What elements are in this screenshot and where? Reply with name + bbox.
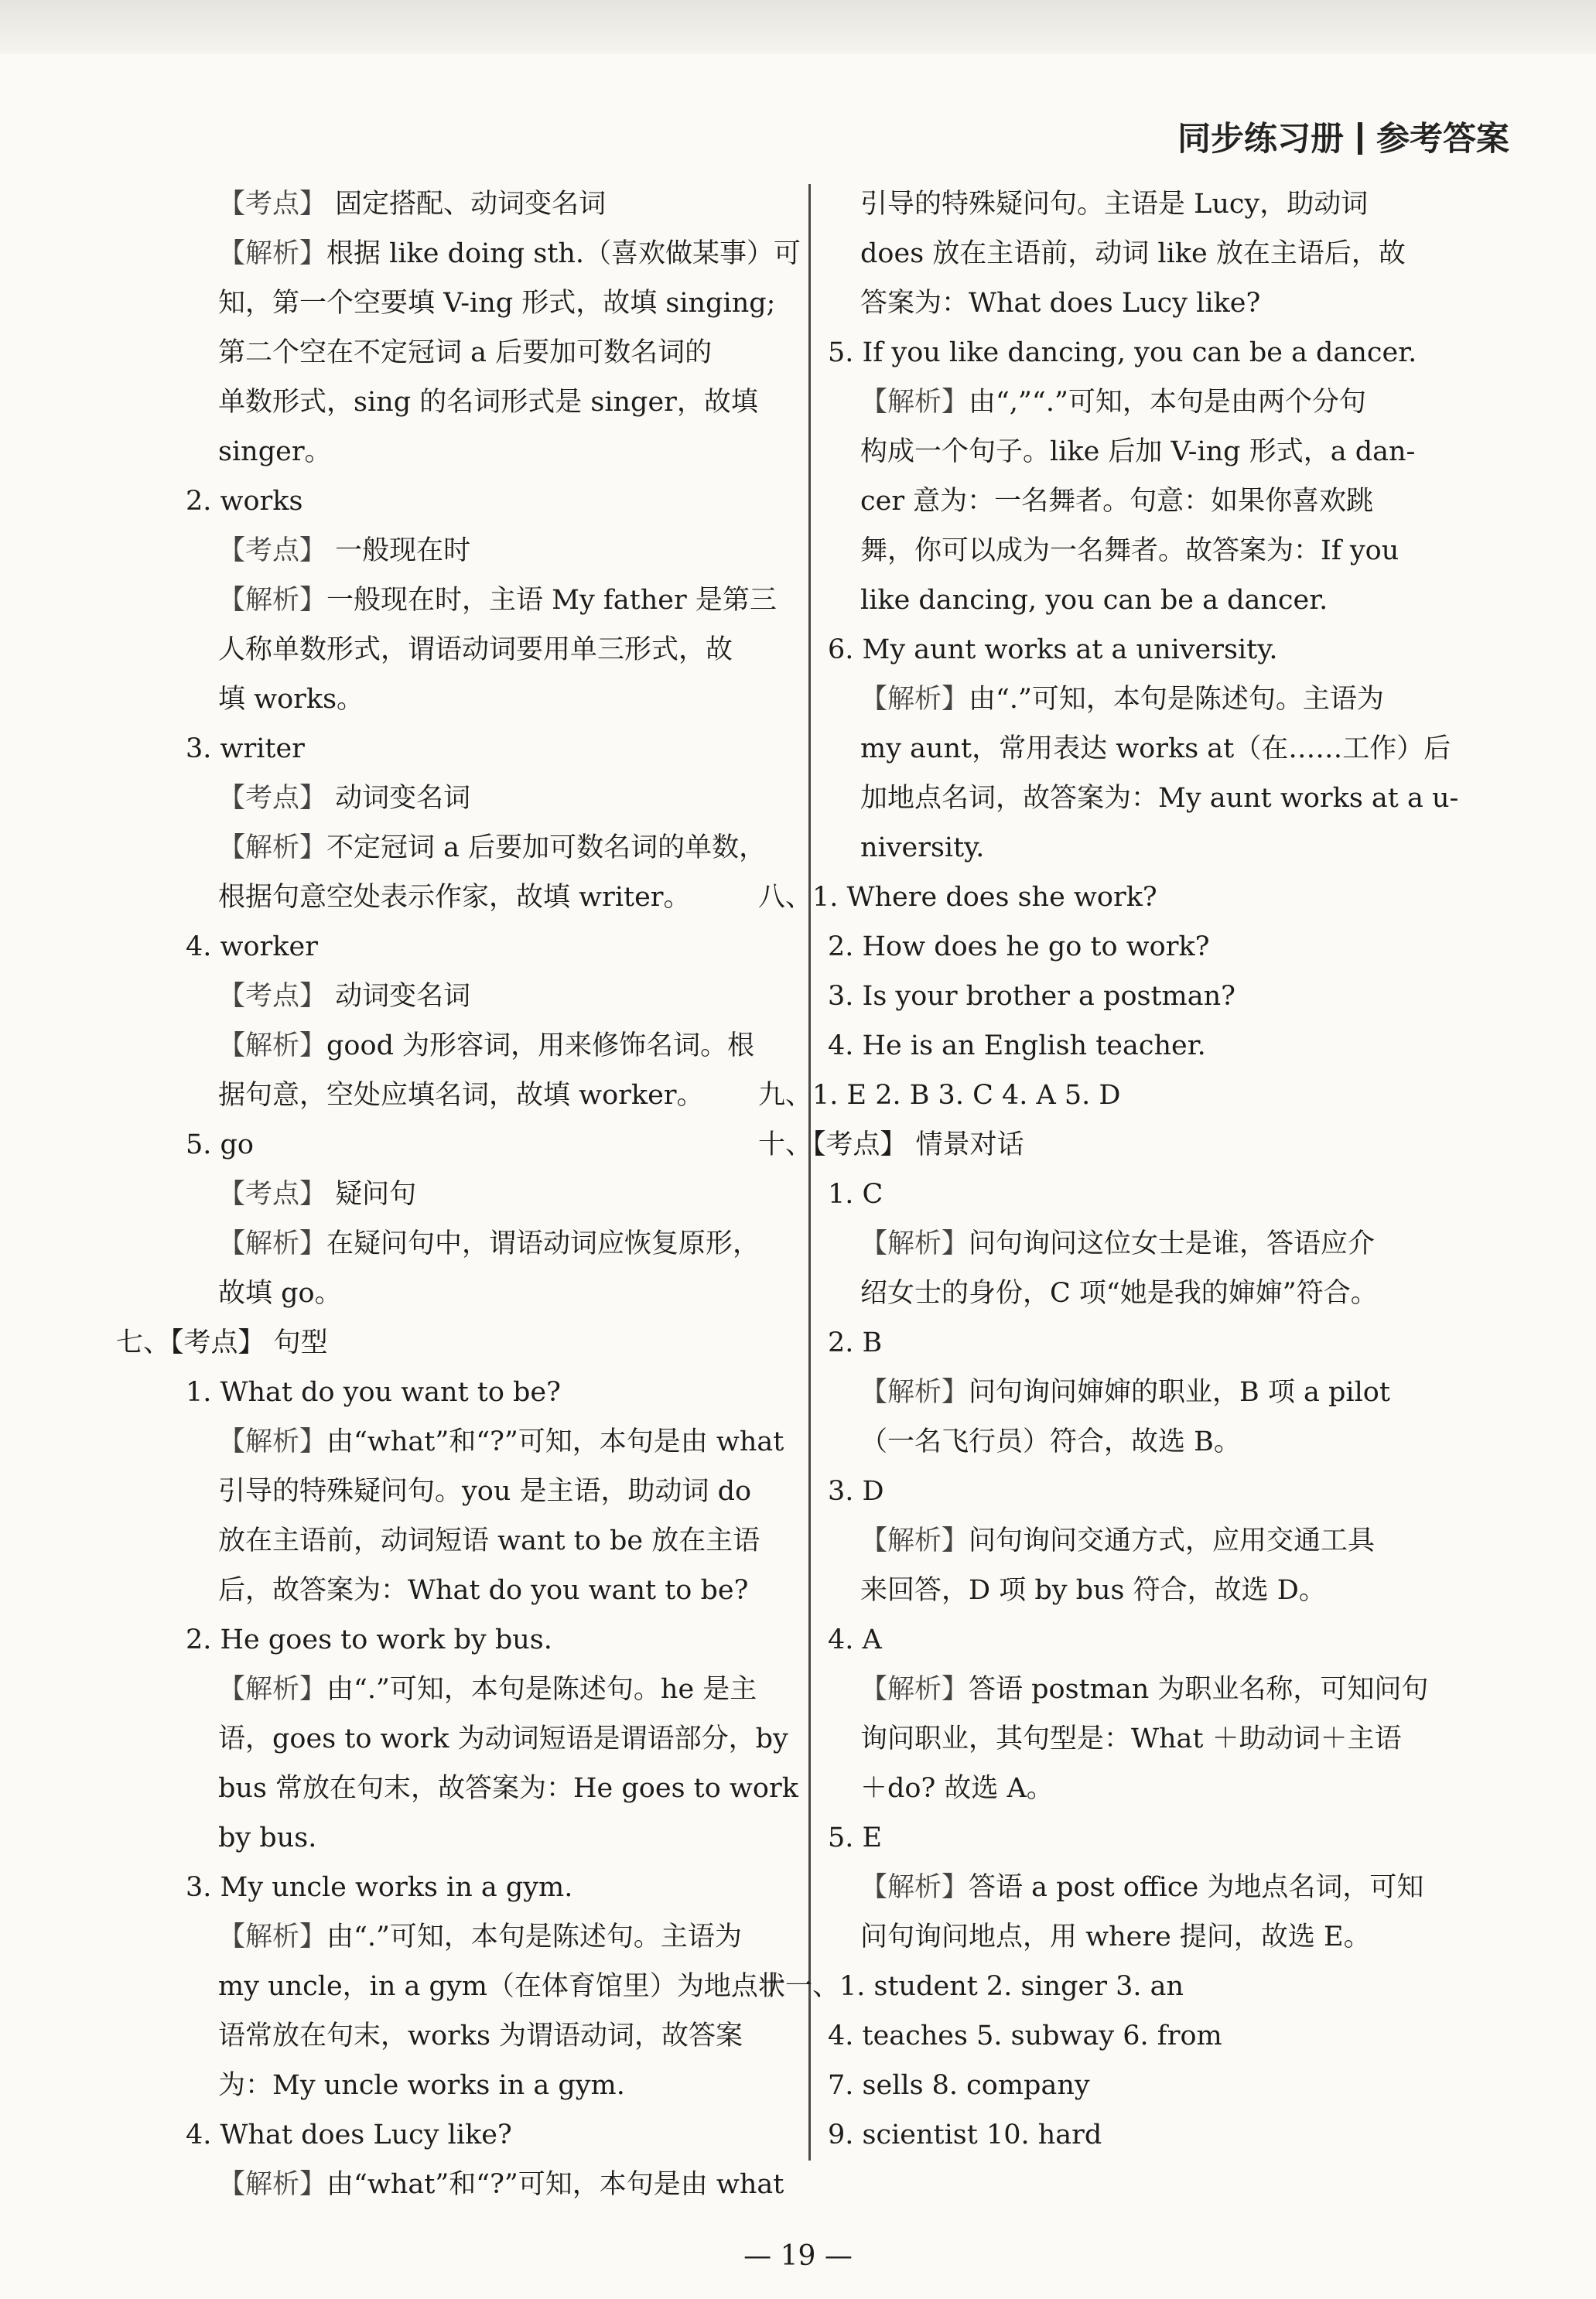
line-text: 在疑问句中，谓语动词应恢复原形， bbox=[326, 1228, 760, 1259]
text-line bbox=[186, 1516, 805, 1566]
line-text: 为：My uncle works in a gym. bbox=[218, 2070, 625, 2101]
line-text: 动词变名词 bbox=[326, 981, 471, 1012]
line-text: 九、1. E 2. B 3. C 4. A 5. D bbox=[758, 1080, 1121, 1111]
line-text: 由“,”“.”可知，本句是由两个分句 bbox=[969, 387, 1366, 418]
line-text: 9. scientist 10. hard bbox=[828, 2120, 1102, 2150]
line-text: 4. What does Lucy like? bbox=[186, 2120, 512, 2150]
text-line bbox=[186, 1021, 805, 1071]
answer-tag: 【考点】 bbox=[218, 535, 327, 566]
line-text: 加地点名词，故答案为：My aunt works at a u- bbox=[860, 783, 1459, 814]
page-number: — 19 — bbox=[743, 2240, 853, 2272]
line-text: good 为形容词，用来修饰名词。根 bbox=[326, 1030, 755, 1061]
text-line bbox=[116, 1318, 805, 1368]
text-line bbox=[828, 1467, 1509, 1516]
line-text: 由“.”可知，本句是陈述句。he 是主 bbox=[326, 1674, 757, 1705]
text-line bbox=[828, 1615, 1509, 1665]
answer-tag: 【解析】 bbox=[860, 1377, 969, 1408]
text-line bbox=[186, 1962, 805, 2011]
line-text: 十一、1. student 2. singer 3. an bbox=[758, 1971, 1184, 2002]
answer-tag: 【考点】 bbox=[218, 189, 327, 220]
line-text: 2. He goes to work by bus. bbox=[186, 1624, 552, 1655]
line-text: 十、【考点】 情景对话 bbox=[758, 1129, 1024, 1160]
answer-tag: 【解析】 bbox=[860, 1872, 969, 1903]
line-text: 1. C bbox=[828, 1179, 883, 1210]
line-text: 2. works bbox=[186, 486, 303, 517]
text-line bbox=[186, 278, 805, 328]
text-line bbox=[828, 724, 1509, 774]
line-text: 由“.”可知，本句是陈述句。主语为 bbox=[326, 1922, 742, 1952]
line-text: niversity. bbox=[860, 832, 985, 863]
text-line bbox=[828, 1219, 1509, 1269]
text-line bbox=[828, 1863, 1509, 1912]
text-line bbox=[186, 1566, 805, 1615]
line-text: 问句询问婶婶的职业，B 项 a pilot bbox=[969, 1377, 1390, 1408]
line-text: 问句询问地点，用 where 提问，故选 E。 bbox=[860, 1922, 1371, 1952]
line-text: 由“what”和“?”可知，本句是由 what bbox=[326, 2169, 784, 2200]
text-line bbox=[828, 1318, 1509, 1368]
line-text: 语常放在句末，works 为谓语动词，故答案 bbox=[218, 2021, 743, 2051]
text-line bbox=[186, 2011, 805, 2061]
line-text: 舞，你可以成为一名舞者。故答案为：If you bbox=[860, 535, 1399, 566]
line-text: 后，故答案为：What do you want to be? bbox=[218, 1575, 749, 1606]
line-text: 引导的特殊疑问句。主语是 Lucy，助动词 bbox=[860, 189, 1369, 220]
line-text: 七、【考点】 句型 bbox=[116, 1327, 328, 1358]
text-line bbox=[828, 972, 1509, 1021]
text-line bbox=[186, 1615, 805, 1665]
line-text: 问句询问交通方式，应用交通工具 bbox=[969, 1525, 1376, 1556]
text-line bbox=[828, 576, 1509, 625]
answer-tag: 【解析】 bbox=[218, 2169, 327, 2200]
line-text: 答语 postman 为职业名称，可知问句 bbox=[969, 1674, 1429, 1705]
line-text: like dancing, you can be a dancer. bbox=[860, 585, 1328, 616]
text-line bbox=[186, 922, 805, 972]
answer-tag: 【解析】 bbox=[218, 1674, 327, 1705]
text-line bbox=[186, 873, 805, 922]
line-text: 答案为：What does Lucy like? bbox=[860, 288, 1261, 319]
line-text: 由“what”和“?”可知，本句是由 what bbox=[326, 1426, 784, 1457]
text-line bbox=[186, 1170, 805, 1219]
text-line bbox=[828, 2110, 1509, 2160]
answer-tag: 【考点】 bbox=[218, 981, 327, 1012]
line-text: 4. He is an English teacher. bbox=[828, 1030, 1206, 1061]
line-text: bus 常放在句末，故答案为：He goes to work bbox=[218, 1773, 798, 1804]
line-text: 由“.”可知，本句是陈述句。主语为 bbox=[969, 684, 1384, 715]
answer-tag: 【解析】 bbox=[860, 1228, 969, 1259]
text-line bbox=[828, 377, 1509, 427]
line-text: 绍女士的身份，C 项“她是我的婶婶”符合。 bbox=[860, 1278, 1378, 1309]
line-text: 4. A bbox=[828, 1624, 882, 1655]
answer-tag: 【解析】 bbox=[218, 585, 327, 616]
text-line bbox=[186, 576, 805, 625]
line-text: 放在主语前，动词短语 want to be 放在主语 bbox=[218, 1525, 760, 1556]
line-text: 单数形式，sing 的名词形式是 singer，故填 bbox=[218, 387, 758, 418]
line-text: 疑问句 bbox=[326, 1179, 417, 1210]
left-column bbox=[116, 179, 805, 2209]
text-line bbox=[828, 1368, 1509, 1417]
column-divider bbox=[808, 184, 811, 2161]
text-line bbox=[828, 675, 1509, 724]
text-line bbox=[828, 328, 1509, 377]
text-line bbox=[828, 229, 1509, 278]
section-title: 参考答案 bbox=[1376, 120, 1509, 159]
text-line bbox=[186, 229, 805, 278]
text-line bbox=[828, 1417, 1509, 1467]
text-line bbox=[186, 427, 805, 477]
line-text: 答语 a post office 为地点名词，可知 bbox=[969, 1872, 1424, 1903]
text-line bbox=[186, 972, 805, 1021]
text-line bbox=[758, 1120, 1509, 1170]
text-line bbox=[828, 526, 1509, 576]
answer-tag: 【解析】 bbox=[860, 1674, 969, 1705]
text-line bbox=[828, 1912, 1509, 1962]
line-text: 4. teaches 5. subway 6. from bbox=[828, 2021, 1222, 2051]
answer-tag: 【解析】 bbox=[218, 832, 327, 863]
text-line bbox=[828, 1516, 1509, 1566]
page-header bbox=[1177, 113, 1509, 160]
text-line bbox=[186, 328, 805, 377]
line-text: 5. go bbox=[186, 1129, 254, 1160]
text-line bbox=[186, 1912, 805, 1962]
line-text: 引导的特殊疑问句。you 是主语，助动词 do bbox=[218, 1476, 752, 1507]
text-line bbox=[828, 1170, 1509, 1219]
text-line bbox=[186, 1467, 805, 1516]
answer-tag: 【解析】 bbox=[218, 1228, 327, 1259]
line-text: 据句意，空处应填名词，故填 worker。 bbox=[218, 1080, 704, 1111]
text-line bbox=[186, 2110, 805, 2160]
line-text: 第二个空在不定冠词 a 后要加可数名词的 bbox=[218, 337, 713, 368]
line-text: does 放在主语前，动词 like 放在主语后，故 bbox=[860, 238, 1406, 269]
text-line bbox=[186, 1368, 805, 1417]
text-line bbox=[828, 1813, 1509, 1863]
text-line bbox=[186, 1863, 805, 1912]
text-line bbox=[186, 526, 805, 576]
header-separator bbox=[1358, 122, 1362, 155]
line-text: 固定搭配、动词变名词 bbox=[326, 189, 607, 220]
text-line bbox=[186, 179, 805, 229]
text-line bbox=[186, 377, 805, 427]
text-line bbox=[186, 625, 805, 675]
text-line bbox=[186, 774, 805, 823]
line-text: 一般现在时 bbox=[326, 535, 471, 566]
text-line bbox=[828, 1021, 1509, 1071]
text-line bbox=[828, 922, 1509, 972]
text-line bbox=[186, 675, 805, 724]
line-text: my aunt，常用表达 works at（在……工作）后 bbox=[860, 733, 1451, 764]
text-line bbox=[186, 1665, 805, 1714]
answer-tag: 【考点】 bbox=[218, 783, 327, 814]
line-text: my uncle，in a gym（在体育馆里）为地点状 bbox=[218, 1971, 785, 2002]
text-line bbox=[758, 1962, 1509, 2011]
line-text: 3. Is your brother a postman? bbox=[828, 981, 1235, 1012]
text-line bbox=[186, 1219, 805, 1269]
text-line bbox=[828, 477, 1509, 526]
text-line bbox=[186, 724, 805, 774]
right-column bbox=[758, 179, 1509, 2160]
text-line bbox=[828, 1714, 1509, 1764]
answer-tag: 【解析】 bbox=[218, 1030, 327, 1061]
line-text: 来回答，D 项 by bus 符合，故选 D。 bbox=[860, 1575, 1326, 1606]
line-text: singer。 bbox=[218, 436, 332, 467]
line-text: 构成一个句子。like 后加 V-ing 形式，a dan- bbox=[860, 436, 1416, 467]
line-text: 一般现在时，主语 My father 是第三 bbox=[326, 585, 777, 616]
answer-tag: 【解析】 bbox=[860, 387, 969, 418]
line-text: cer 意为：一名舞者。句意：如果你喜欢跳 bbox=[860, 486, 1374, 517]
text-line bbox=[828, 2011, 1509, 2061]
line-text: 填 works。 bbox=[218, 684, 364, 715]
line-text: 1. What do you want to be? bbox=[186, 1377, 561, 1408]
text-line bbox=[828, 625, 1509, 675]
line-text: 4. worker bbox=[186, 931, 318, 962]
text-line bbox=[828, 278, 1509, 328]
text-line bbox=[758, 1071, 1509, 1120]
line-text: 5. E bbox=[828, 1822, 883, 1853]
line-text: 不定冠词 a 后要加可数名词的单数， bbox=[326, 832, 767, 863]
line-text: 问句询问这位女士是谁，答语应介 bbox=[969, 1228, 1376, 1259]
line-text: by bus. bbox=[218, 1822, 317, 1853]
text-line bbox=[186, 823, 805, 873]
answer-tag: 【解析】 bbox=[860, 684, 969, 715]
text-line bbox=[186, 1120, 805, 1170]
text-line bbox=[186, 1417, 805, 1467]
book-title: 同步练习册 bbox=[1177, 120, 1344, 159]
line-text: 八、1. Where does she work? bbox=[758, 882, 1157, 913]
text-line bbox=[828, 1764, 1509, 1813]
text-line bbox=[758, 873, 1509, 922]
text-line bbox=[828, 823, 1509, 873]
line-text: 故填 go。 bbox=[218, 1278, 342, 1309]
text-line bbox=[186, 477, 805, 526]
line-text: 语，goes to work 为动词短语是谓语部分，by bbox=[218, 1723, 788, 1754]
text-line bbox=[828, 774, 1509, 823]
line-text: 询问职业，其句型是：What ＋助动词＋主语 bbox=[860, 1723, 1402, 1754]
answer-tag: 【解析】 bbox=[218, 1922, 327, 1952]
text-line bbox=[186, 1764, 805, 1813]
text-line bbox=[828, 179, 1509, 229]
text-line bbox=[828, 2061, 1509, 2110]
line-text: 3. writer bbox=[186, 733, 305, 764]
text-line bbox=[186, 2061, 805, 2110]
line-text: 2. B bbox=[828, 1327, 883, 1358]
answer-tag: 【解析】 bbox=[218, 238, 327, 269]
line-text: 根据句意空处表示作家，故填 writer。 bbox=[218, 882, 691, 913]
line-text: 3. D bbox=[828, 1476, 884, 1507]
text-line bbox=[186, 1714, 805, 1764]
line-text: ＋do? 故选 A。 bbox=[860, 1773, 1054, 1804]
text-line bbox=[828, 1665, 1509, 1714]
text-line bbox=[828, 1566, 1509, 1615]
line-text: 知，第一个空要填 V-ing 形式，故填 singing; bbox=[218, 288, 776, 319]
text-line bbox=[828, 427, 1509, 477]
line-text: 2. How does he go to work? bbox=[828, 931, 1210, 962]
text-line bbox=[828, 1269, 1509, 1318]
line-text: （一名飞行员）符合，故选 B。 bbox=[860, 1426, 1241, 1457]
line-text: 7. sells 8. company bbox=[828, 2070, 1090, 2101]
top-scan-band bbox=[0, 0, 1596, 54]
text-line bbox=[186, 1071, 805, 1120]
line-text: 动词变名词 bbox=[326, 783, 471, 814]
text-line bbox=[186, 1269, 805, 1318]
line-text: 人称单数形式，谓语动词要用单三形式，故 bbox=[218, 634, 733, 665]
answer-tag: 【解析】 bbox=[218, 1426, 327, 1457]
line-text: 3. My uncle works in a gym. bbox=[186, 1872, 573, 1903]
line-text: 根据 like doing sth.（喜欢做某事）可 bbox=[326, 238, 801, 269]
line-text: 6. My aunt works at a university. bbox=[828, 634, 1278, 665]
answer-tag: 【考点】 bbox=[218, 1179, 327, 1210]
answer-tag: 【解析】 bbox=[860, 1525, 969, 1556]
text-line bbox=[186, 1813, 805, 1863]
text-line bbox=[186, 2160, 805, 2209]
line-text: 5. If you like dancing, you can be a dancer. bbox=[828, 337, 1417, 368]
